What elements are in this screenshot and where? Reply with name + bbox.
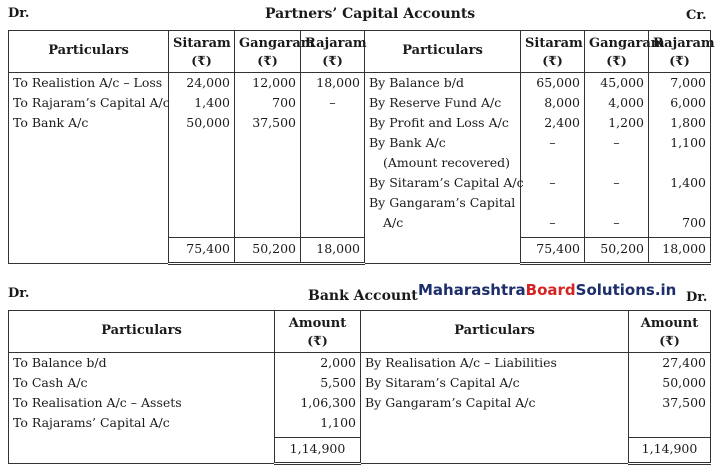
cell-amount: 8,000 (521, 93, 585, 113)
table-row (9, 353, 711, 374)
capital-account-title: Partners’ Capital Accounts (265, 6, 476, 22)
cell-amount: 37,500 (235, 113, 301, 133)
total-amount: 1,14,900 (629, 437, 711, 464)
cell-amount (585, 193, 649, 213)
rupee-unit: (₹) (191, 53, 212, 68)
capital-total-row (9, 237, 711, 264)
cell-amount: 6,000 (649, 93, 711, 113)
cell-amount: – (585, 173, 649, 193)
cell-amount: 1,400 (649, 173, 711, 193)
cell-amount: – (301, 93, 365, 113)
table-row (9, 373, 711, 393)
left-sitaram-header: Sitaram (173, 36, 231, 51)
table-row (9, 193, 711, 213)
left-particular: To Cash A/c (9, 373, 275, 393)
cell-amount (629, 413, 711, 437)
left-rajaram-header: Rajaram (305, 36, 367, 51)
cell-amount (301, 193, 365, 213)
cell-amount: 50,000 (169, 113, 235, 133)
watermark-part1: Maharashtra (418, 281, 526, 299)
cell-amount: 50,000 (629, 373, 711, 393)
dr-label: Dr. (8, 6, 30, 21)
total-amount: 50,200 (585, 237, 649, 264)
table-row (9, 213, 711, 237)
bank-left-particulars-header: Particulars (101, 323, 182, 338)
left-particular (9, 193, 169, 213)
left-particular: To Realistion A/c – Loss (9, 73, 169, 94)
right-particular: By Realisation A/c – Liabilities (361, 353, 629, 374)
cell-amount: 18,000 (301, 73, 365, 94)
bank-header-row (9, 311, 711, 353)
cell-amount (169, 133, 235, 153)
left-particular: To Bank A/c (9, 113, 169, 133)
total-amount: 75,400 (521, 237, 585, 264)
rupee-unit: (₹) (322, 53, 343, 68)
right-particular: By Gangaram’s Capital A/c (361, 393, 629, 413)
table-row (9, 393, 711, 413)
cell-amount: – (585, 213, 649, 237)
cell-amount: 1,06,300 (275, 393, 361, 413)
bank-right-particulars-header: Particulars (454, 323, 535, 338)
rupee-unit: (₹) (307, 333, 328, 348)
cell-amount (235, 173, 301, 193)
right-particular: By Gangaram’s Capital (365, 193, 521, 213)
watermark-part3: Solutions.in (575, 281, 677, 299)
cell-amount (301, 213, 365, 237)
cell-amount (169, 193, 235, 213)
cell-amount: 7,000 (649, 73, 711, 94)
cell-amount: 1,400 (169, 93, 235, 113)
cell-amount (585, 153, 649, 173)
cell-amount: 1,800 (649, 113, 711, 133)
cell-amount: – (521, 173, 585, 193)
cell-amount: 1,200 (585, 113, 649, 133)
rupee-unit: (₹) (257, 53, 278, 68)
cell-amount (521, 153, 585, 173)
cell-amount (235, 153, 301, 173)
cell-amount: 27,400 (629, 353, 711, 374)
right-particular: By Reserve Fund A/c (365, 93, 521, 113)
bank-account-title: Bank Account (308, 288, 418, 304)
cell-amount (169, 213, 235, 237)
right-particular: (Amount recovered) (365, 153, 521, 173)
bank-dr-label: Dr. (8, 286, 30, 301)
total-amount: 75,400 (169, 237, 235, 264)
bank-dr-right-label: Dr. (686, 290, 708, 305)
capital-header-row (9, 31, 711, 73)
left-particular: To Rajarams’ Capital A/c (9, 413, 275, 437)
left-particular: To Rajaram’s Capital A/c (9, 93, 169, 113)
cell-amount: 12,000 (235, 73, 301, 94)
right-particular: By Bank A/c (365, 133, 521, 153)
right-rajaram-header: Rajaram (653, 36, 715, 51)
bank-total-row (9, 437, 711, 464)
left-particular (9, 213, 169, 237)
cell-amount (301, 113, 365, 133)
cell-amount: 24,000 (169, 73, 235, 94)
right-particular: By Balance b/d (365, 73, 521, 94)
left-particular: To Realisation A/c – Assets (9, 393, 275, 413)
cell-amount: 2,400 (521, 113, 585, 133)
cell-amount: – (521, 213, 585, 237)
left-particulars-header: Particulars (48, 43, 129, 58)
capital-account-table (8, 30, 715, 265)
watermark-logo (418, 281, 676, 299)
right-sitaram-header: Sitaram (525, 36, 583, 51)
cell-amount: – (521, 133, 585, 153)
table-row (9, 153, 711, 173)
rupee-unit: (₹) (669, 53, 690, 68)
cr-label: Cr. (686, 8, 707, 23)
cell-amount (235, 133, 301, 153)
cell-amount (235, 213, 301, 237)
total-amount: 18,000 (649, 237, 711, 264)
cell-amount: 65,000 (521, 73, 585, 94)
cell-amount: 2,000 (275, 353, 361, 374)
cell-amount (521, 193, 585, 213)
rupee-unit: (₹) (606, 53, 627, 68)
cell-amount: 700 (649, 213, 711, 237)
cell-amount: 700 (235, 93, 301, 113)
cell-amount (169, 153, 235, 173)
right-particular: By Sitaram’s Capital A/c (361, 373, 629, 393)
cell-amount: 45,000 (585, 73, 649, 94)
cell-amount: – (585, 133, 649, 153)
table-row (9, 133, 711, 153)
cell-amount (301, 153, 365, 173)
left-gangaram-header: Gangaram (239, 36, 315, 51)
left-particular (9, 153, 169, 173)
cell-amount: 1,100 (275, 413, 361, 437)
total-amount: 18,000 (301, 237, 365, 264)
right-gangaram-header: Gangaram (589, 36, 665, 51)
cell-amount (649, 193, 711, 213)
table-row (9, 93, 711, 113)
cell-amount (301, 133, 365, 153)
cell-amount: 37,500 (629, 393, 711, 413)
cell-amount (649, 153, 711, 173)
left-particular (9, 173, 169, 193)
left-particular (9, 133, 169, 153)
rupee-unit: (₹) (542, 53, 563, 68)
cell-amount: 1,100 (649, 133, 711, 153)
left-particular: To Balance b/d (9, 353, 275, 374)
table-row (9, 73, 711, 94)
right-particulars-header: Particulars (402, 43, 483, 58)
bank-account-table (8, 310, 711, 465)
cell-amount: 5,500 (275, 373, 361, 393)
cell-amount: 4,000 (585, 93, 649, 113)
cell-amount (169, 173, 235, 193)
right-particular (361, 413, 629, 437)
total-amount: 50,200 (235, 237, 301, 264)
cell-amount (235, 193, 301, 213)
rupee-unit: (₹) (659, 333, 680, 348)
table-row (9, 413, 711, 437)
right-particular: By Profit and Loss A/c (365, 113, 521, 133)
right-particular: A/c (365, 213, 521, 237)
right-particular: By Sitaram’s Capital A/c (365, 173, 521, 193)
bank-left-amount-header: Amount (288, 316, 347, 331)
watermark-part2: Board (525, 281, 576, 299)
table-row (9, 173, 711, 193)
bank-right-amount-header: Amount (640, 316, 699, 331)
cell-amount (301, 173, 365, 193)
total-amount: 1,14,900 (275, 437, 361, 464)
table-row (9, 113, 711, 133)
